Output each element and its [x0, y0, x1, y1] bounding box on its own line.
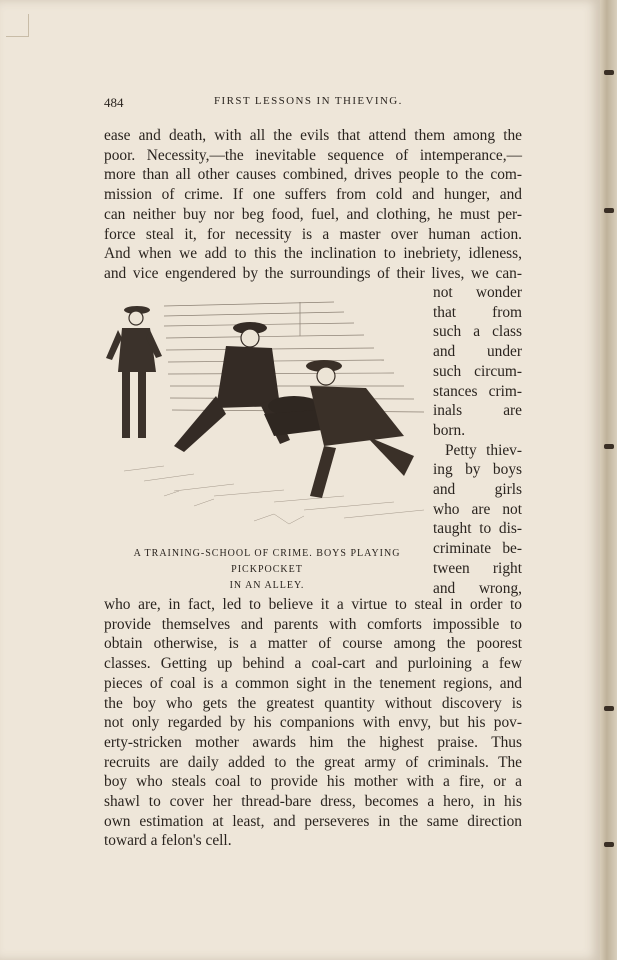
text-line: boy who steals coal to provide his mother with a fire, or a	[104, 773, 522, 791]
binding-mark	[604, 208, 614, 213]
side-column-text	[433, 283, 522, 598]
text-line: taught to dis-	[433, 520, 522, 538]
text-line: the boy who gets the greatest quantity without discovery is	[104, 694, 522, 712]
text-line: can neither buy nor beg food, fuel, and clothing, he must per-	[104, 205, 522, 223]
text-line: poor. Necessity,—the inevitable sequence of intemperance,—	[104, 146, 522, 164]
text-line: such a class	[433, 323, 522, 341]
text-line: criminate be-	[433, 540, 522, 558]
text-line: who are not	[433, 500, 522, 518]
text-line: not wonder	[433, 284, 522, 301]
top-paragraph	[104, 126, 522, 284]
text-line: stances crim-	[433, 382, 522, 400]
page-number: 484	[104, 95, 124, 110]
text-line: more than all other causes combined, drives people to the com-	[104, 166, 522, 184]
text-line: mission of crime. If one suffers from cold and hunger, and	[104, 186, 522, 204]
caption-line: A TRAINING-SCHOOL OF CRIME. BOYS PLAYING PICKPOCKET	[133, 548, 401, 575]
binding-mark	[604, 842, 614, 847]
text-line: and vice engendered by the surroundings of their lives, we can-	[104, 264, 522, 282]
text-line: ing by boys	[433, 461, 522, 479]
text-line: provide themselves and parents with comforts impossible to	[104, 615, 522, 633]
text-line: ease and death, with all the evils that attend them among the	[104, 127, 522, 144]
text-line: obtain otherwise, is a matter of course among the poorest	[104, 635, 522, 653]
text-line: force steal it, for necessity is a master over human action.	[104, 225, 522, 243]
text-line: that from	[433, 303, 522, 321]
text-line: And when we add to this the inclination to inebriety, idleness,	[104, 245, 522, 263]
text-line: born.	[433, 421, 466, 439]
text-line: who are, in fact, led to believe it a virtue to steal in order to	[104, 596, 522, 613]
text-line: Petty thiev-	[445, 441, 522, 459]
text-line: classes. Getting up behind a coal-cart and purloining a few	[104, 655, 522, 673]
text-line: pieces of coal is a common sight in the tenement regions, and	[104, 674, 522, 692]
bottom-paragraph	[104, 595, 522, 851]
binding-mark	[604, 444, 614, 449]
caption-line: IN AN ALLEY.	[229, 580, 305, 591]
text-line: own estimation at least, and perseveres in the same direction	[104, 812, 522, 830]
text-line: toward a felon's cell.	[104, 832, 232, 850]
text-line: shawl to cover her thread-bare dress, becomes a hero, in his	[104, 793, 522, 811]
fence-boards	[164, 302, 424, 412]
text-line: and under	[433, 343, 522, 361]
page-corner-fold	[6, 14, 29, 37]
text-line: not only regarded by his companions with envy, but his pov-	[104, 714, 522, 732]
text-line: and girls	[433, 481, 522, 499]
text-line: such circum-	[433, 362, 522, 380]
text-line: and wrong,	[433, 579, 522, 597]
binding-mark	[604, 706, 614, 711]
text-line: erty-stricken mother awards him the highest praise. Thus	[104, 733, 522, 751]
figure-standing-boy	[106, 306, 162, 438]
book-binding-edge	[600, 0, 617, 960]
text-line: recruits are daily added to the great army of criminals. The	[104, 753, 522, 771]
figure-kneeling-boy	[306, 360, 414, 498]
illustration-caption	[100, 546, 434, 594]
text-line: tween right	[433, 559, 522, 577]
ground-hatching	[124, 466, 424, 524]
engraving-illustration	[104, 296, 429, 541]
running-title: FIRST LESSONS IN THIEVING.	[214, 95, 403, 107]
binding-mark	[604, 70, 614, 75]
text-line: inals are	[433, 402, 522, 420]
page-header	[104, 95, 522, 113]
